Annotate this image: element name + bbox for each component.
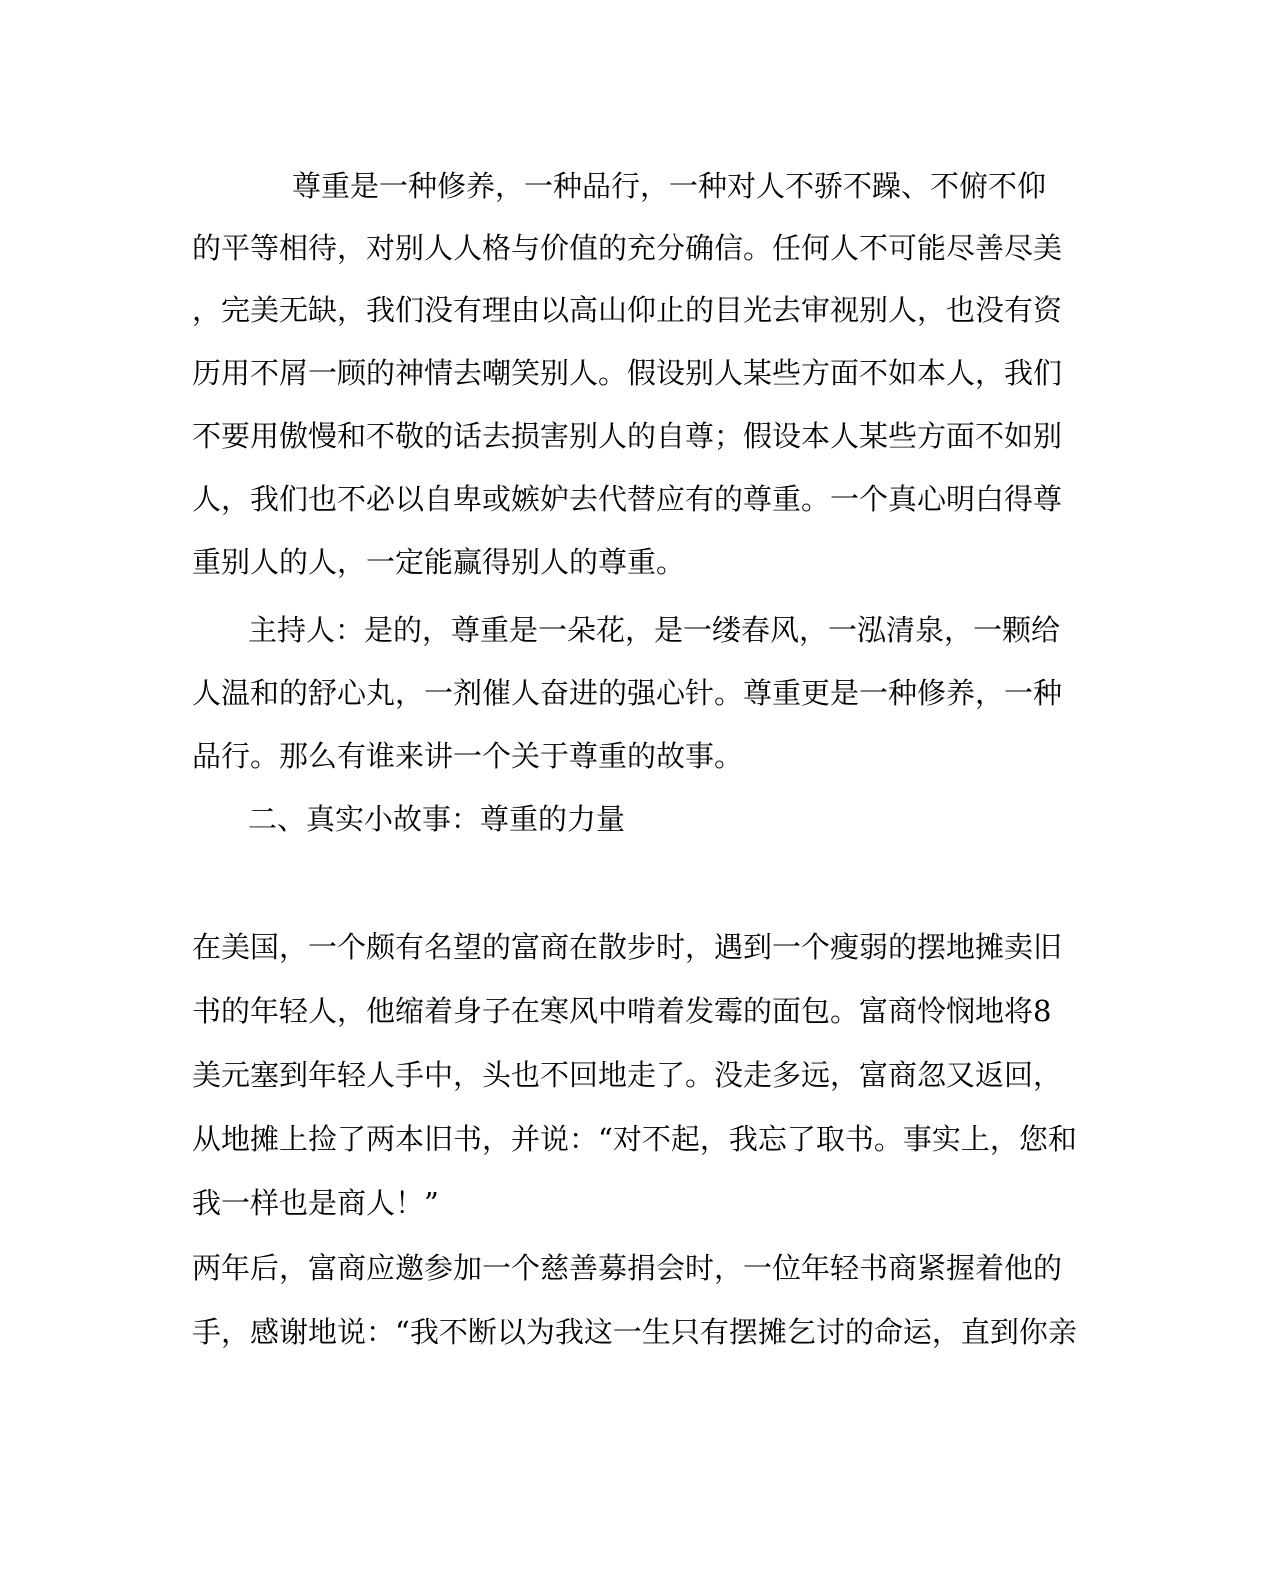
story-paragraph-line-1: 在美国，一个颇有名望的富商在散步时，遇到一个瘦弱的摆地摊卖旧 — [192, 930, 1063, 964]
paragraph-1-line-5: 不要用傲慢和不敬的话去损害别人的自尊；假设本人某些方面不如别 — [192, 419, 1063, 453]
story-paragraph-line-4: 从地摊上捡了两本旧书，并说：“对不起，我忘了取书。事实上，您和 — [192, 1122, 1077, 1156]
paragraph-1-line-7: 重别人的人，一定能赢得别人的尊重。 — [192, 545, 686, 579]
paragraph-1-line-6: 人，我们也不必以自卑或嫉妒去代替应有的尊重。一个真心明白得尊 — [192, 482, 1063, 516]
host-paragraph-line-3: 品行。那么有谁来讲一个关于尊重的故事。 — [192, 739, 744, 773]
paragraph-1-line-1: 尊重是一种修养，一种品行，一种对人不骄不躁、不俯不仰 — [292, 169, 1047, 203]
story-paragraph-line-5: 我一样也是商人！” — [192, 1186, 439, 1220]
later-paragraph-line-1: 两年后，富商应邀参加一个慈善募捐会时，一位年轻书商紧握着他的 — [192, 1251, 1063, 1285]
story-paragraph-line-3: 美元塞到年轻人手中，头也不回地走了。没走多远，富商忽又返回， — [192, 1058, 1063, 1092]
later-paragraph-line-2: 手，感谢地说：“我不断以为我这一生只有摆摊乞讨的命运，直到你亲 — [192, 1315, 1077, 1349]
paragraph-1-line-2: 的平等相待，对别人人格与价值的充分确信。任何人不可能尽善尽美 — [192, 231, 1063, 265]
story-paragraph-line-2: 书的年轻人，他缩着身子在寒风中啃着发霉的面包。富商怜悯地将8 — [192, 994, 1052, 1028]
paragraph-1-line-4: 历用不屑一顾的神情去嘲笑别人。假设别人某些方面不如本人，我们 — [192, 356, 1063, 390]
host-paragraph-line-1: 主持人：是的，尊重是一朵花，是一缕春风，一泓清泉，一颗给 — [248, 613, 1061, 647]
host-paragraph-line-2: 人温和的舒心丸，一剂催人奋进的强心针。尊重更是一种修养，一种 — [192, 676, 1063, 710]
section-heading: 二、真实小故事：尊重的力量 — [248, 802, 626, 836]
paragraph-1-line-3: ，完美无缺，我们没有理由以高山仰止的目光去审视别人，也没有资 — [192, 293, 1063, 327]
